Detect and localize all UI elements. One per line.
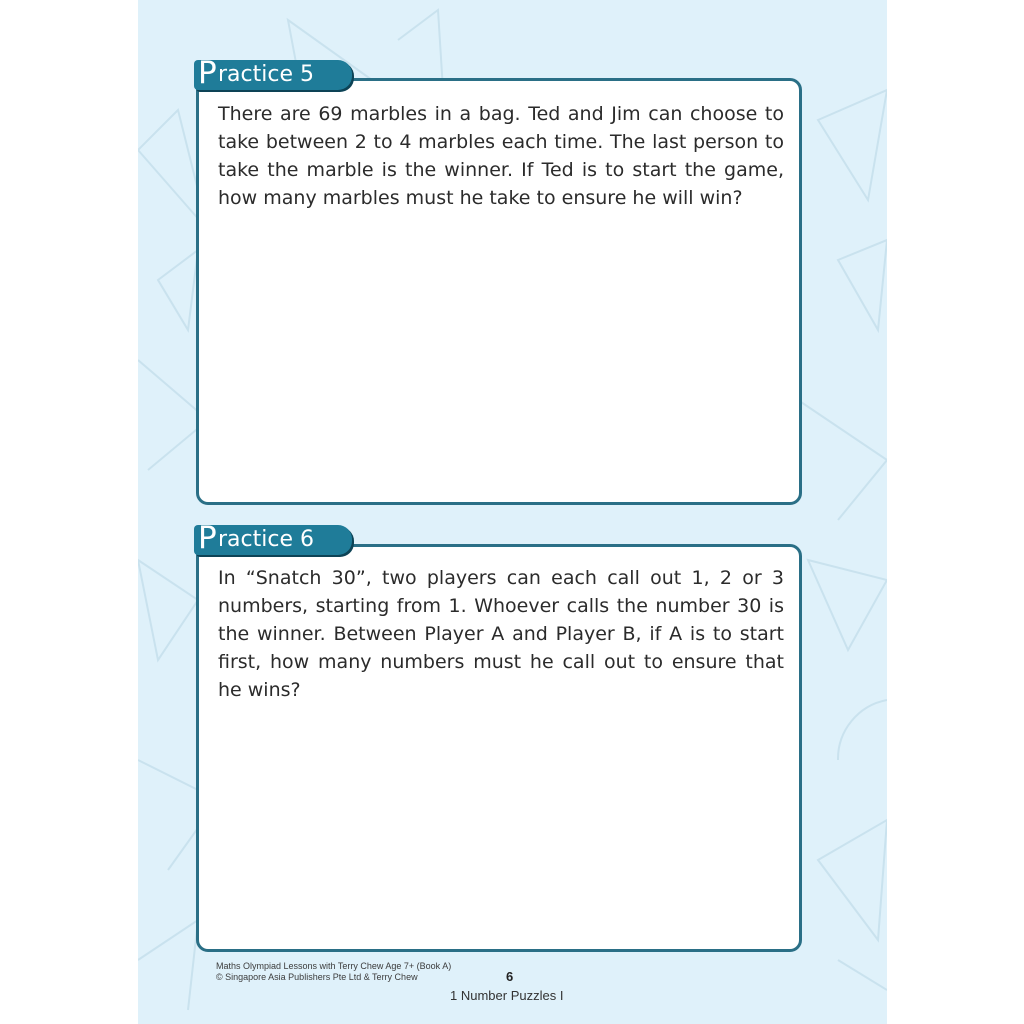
- footer-credits: [216, 961, 451, 983]
- practice-5-tab-initial: P: [198, 55, 217, 91]
- practice-6-tab-initial: P: [198, 520, 217, 556]
- page-number: 6: [506, 969, 514, 984]
- practice-6-tab: [194, 520, 352, 556]
- practice-5-tab: [194, 55, 352, 91]
- practice-5-tab-label: ractice 5: [218, 62, 314, 87]
- chapter-title: 1 Number Puzzles I: [450, 988, 564, 1003]
- page: [138, 0, 887, 1024]
- practice-5-question: There are 69 marbles in a bag. Ted and Jim can choose to take between 2 to 4 marbles each time. The last person to take the marble is the winner. If Ted is to start the game, how many marbles must he take to ensure he will win?: [218, 103, 784, 209]
- footer-copyright: © Singapore Asia Publishers Pte Ltd & Terry Chew: [216, 972, 418, 982]
- practice-6-tab-label: ractice 6: [218, 527, 314, 552]
- practice-6-question: In “Snatch 30”, two players can each call out 1, 2 or 3 numbers, starting from 1. Whoever calls the number 30 is the winner. Between Player A and Player B, if A is to start first, how many numbers must he call out to ensure that he wins?: [218, 567, 784, 701]
- footer-book-title: Maths Olympiad Lessons with Terry Chew Age 7+ (Book A): [216, 961, 452, 971]
